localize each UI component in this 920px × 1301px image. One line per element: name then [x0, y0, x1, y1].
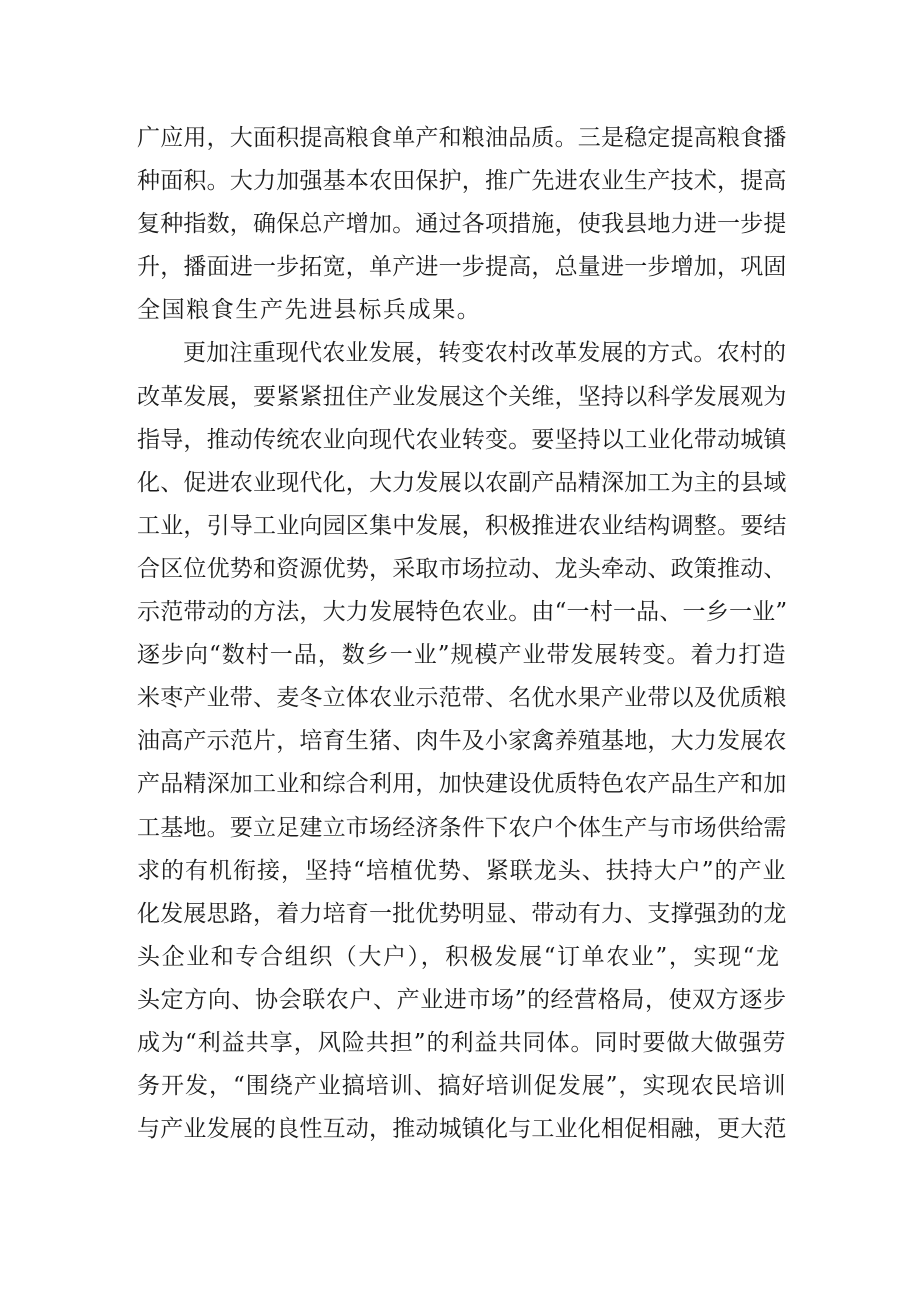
text-line: 逐步向“数村一品，数乡一业”规模产业带发展转变。着力打造 [137, 642, 787, 669]
text-line: 油高产示范片，培育生猪、肉牛及小家禽养殖基地，大力发展农 [137, 728, 787, 755]
text-line: 复种指数，确保总产增加。通过各项措施，使我县地力进一步提 [137, 211, 787, 238]
text-line: 头定方向、协会联农户、产业进市场”的经营格局，使双方逐步 [137, 986, 787, 1013]
text-line: 产品精深加工业和综合利用，加快建设优质特色农产品生产和加 [137, 771, 787, 798]
text-line: 化、促进农业现代化，大力发展以农副产品精深加工为主的县域 [137, 469, 787, 496]
text-line: 与产业发展的良性互动，推动城镇化与工业化相促相融，更大范 [137, 1116, 787, 1143]
text-line: 米枣产业带、麦冬立体农业示范带、名优水果产业带以及优质粮 [137, 685, 787, 712]
text-line: 头企业和专合组织（大户），积极发展“订单农业”，实现“龙 [137, 943, 781, 970]
text-line: 求的有机衔接，坚持“培植优势、紧联龙头、扶持大户”的产业 [137, 857, 787, 884]
text-line: 工业，引导工业向园区集中发展，积极推进农业结构调整。要结 [137, 512, 787, 539]
text-line: 成为“利益共享，风险共担”的利益共同体。同时要做大做强劳 [137, 1029, 787, 1056]
text-line: 工基地。要立足建立市场经济条件下农户个体生产与市场供给需 [137, 814, 787, 841]
text-line: 指导，推动传统农业向现代农业转变。要坚持以工业化带动城镇 [137, 426, 787, 453]
text-line: 合区位优势和资源优势，采取市场拉动、龙头牵动、政策推动、 [137, 555, 787, 582]
text-line: 化发展思路，着力培育一批优势明显、带动有力、支撑强劲的龙 [137, 900, 787, 927]
text-line: 种面积。大力加强基本农田保护，推广先进农业生产技术，提高 [137, 168, 787, 195]
text-line: 务开发，“围绕产业搞培训、搞好培训促发展”，实现农民培训 [137, 1073, 787, 1100]
text-line: 改革发展，要紧紧扭住产业发展这个关维，坚持以科学发展观为 [137, 383, 787, 410]
paragraph-start-line: 更加注重现代农业发展，转变农村改革发展的方式。农村的 [183, 340, 787, 367]
text-line: 广应用，大面积提高粮食单产和粮油品质。三是稳定提高粮食播 [137, 125, 787, 151]
text-line: 升，播面进一步拓宽，单产进一步提高，总量进一步增加，巩固 [137, 254, 787, 281]
text-line: 示范带动的方法，大力发展特色农业。由“一村一品、一乡一业” [137, 599, 788, 626]
text-line: 全国粮食生产先进县标兵成果。 [137, 297, 482, 324]
body-text [137, 117, 787, 1151]
